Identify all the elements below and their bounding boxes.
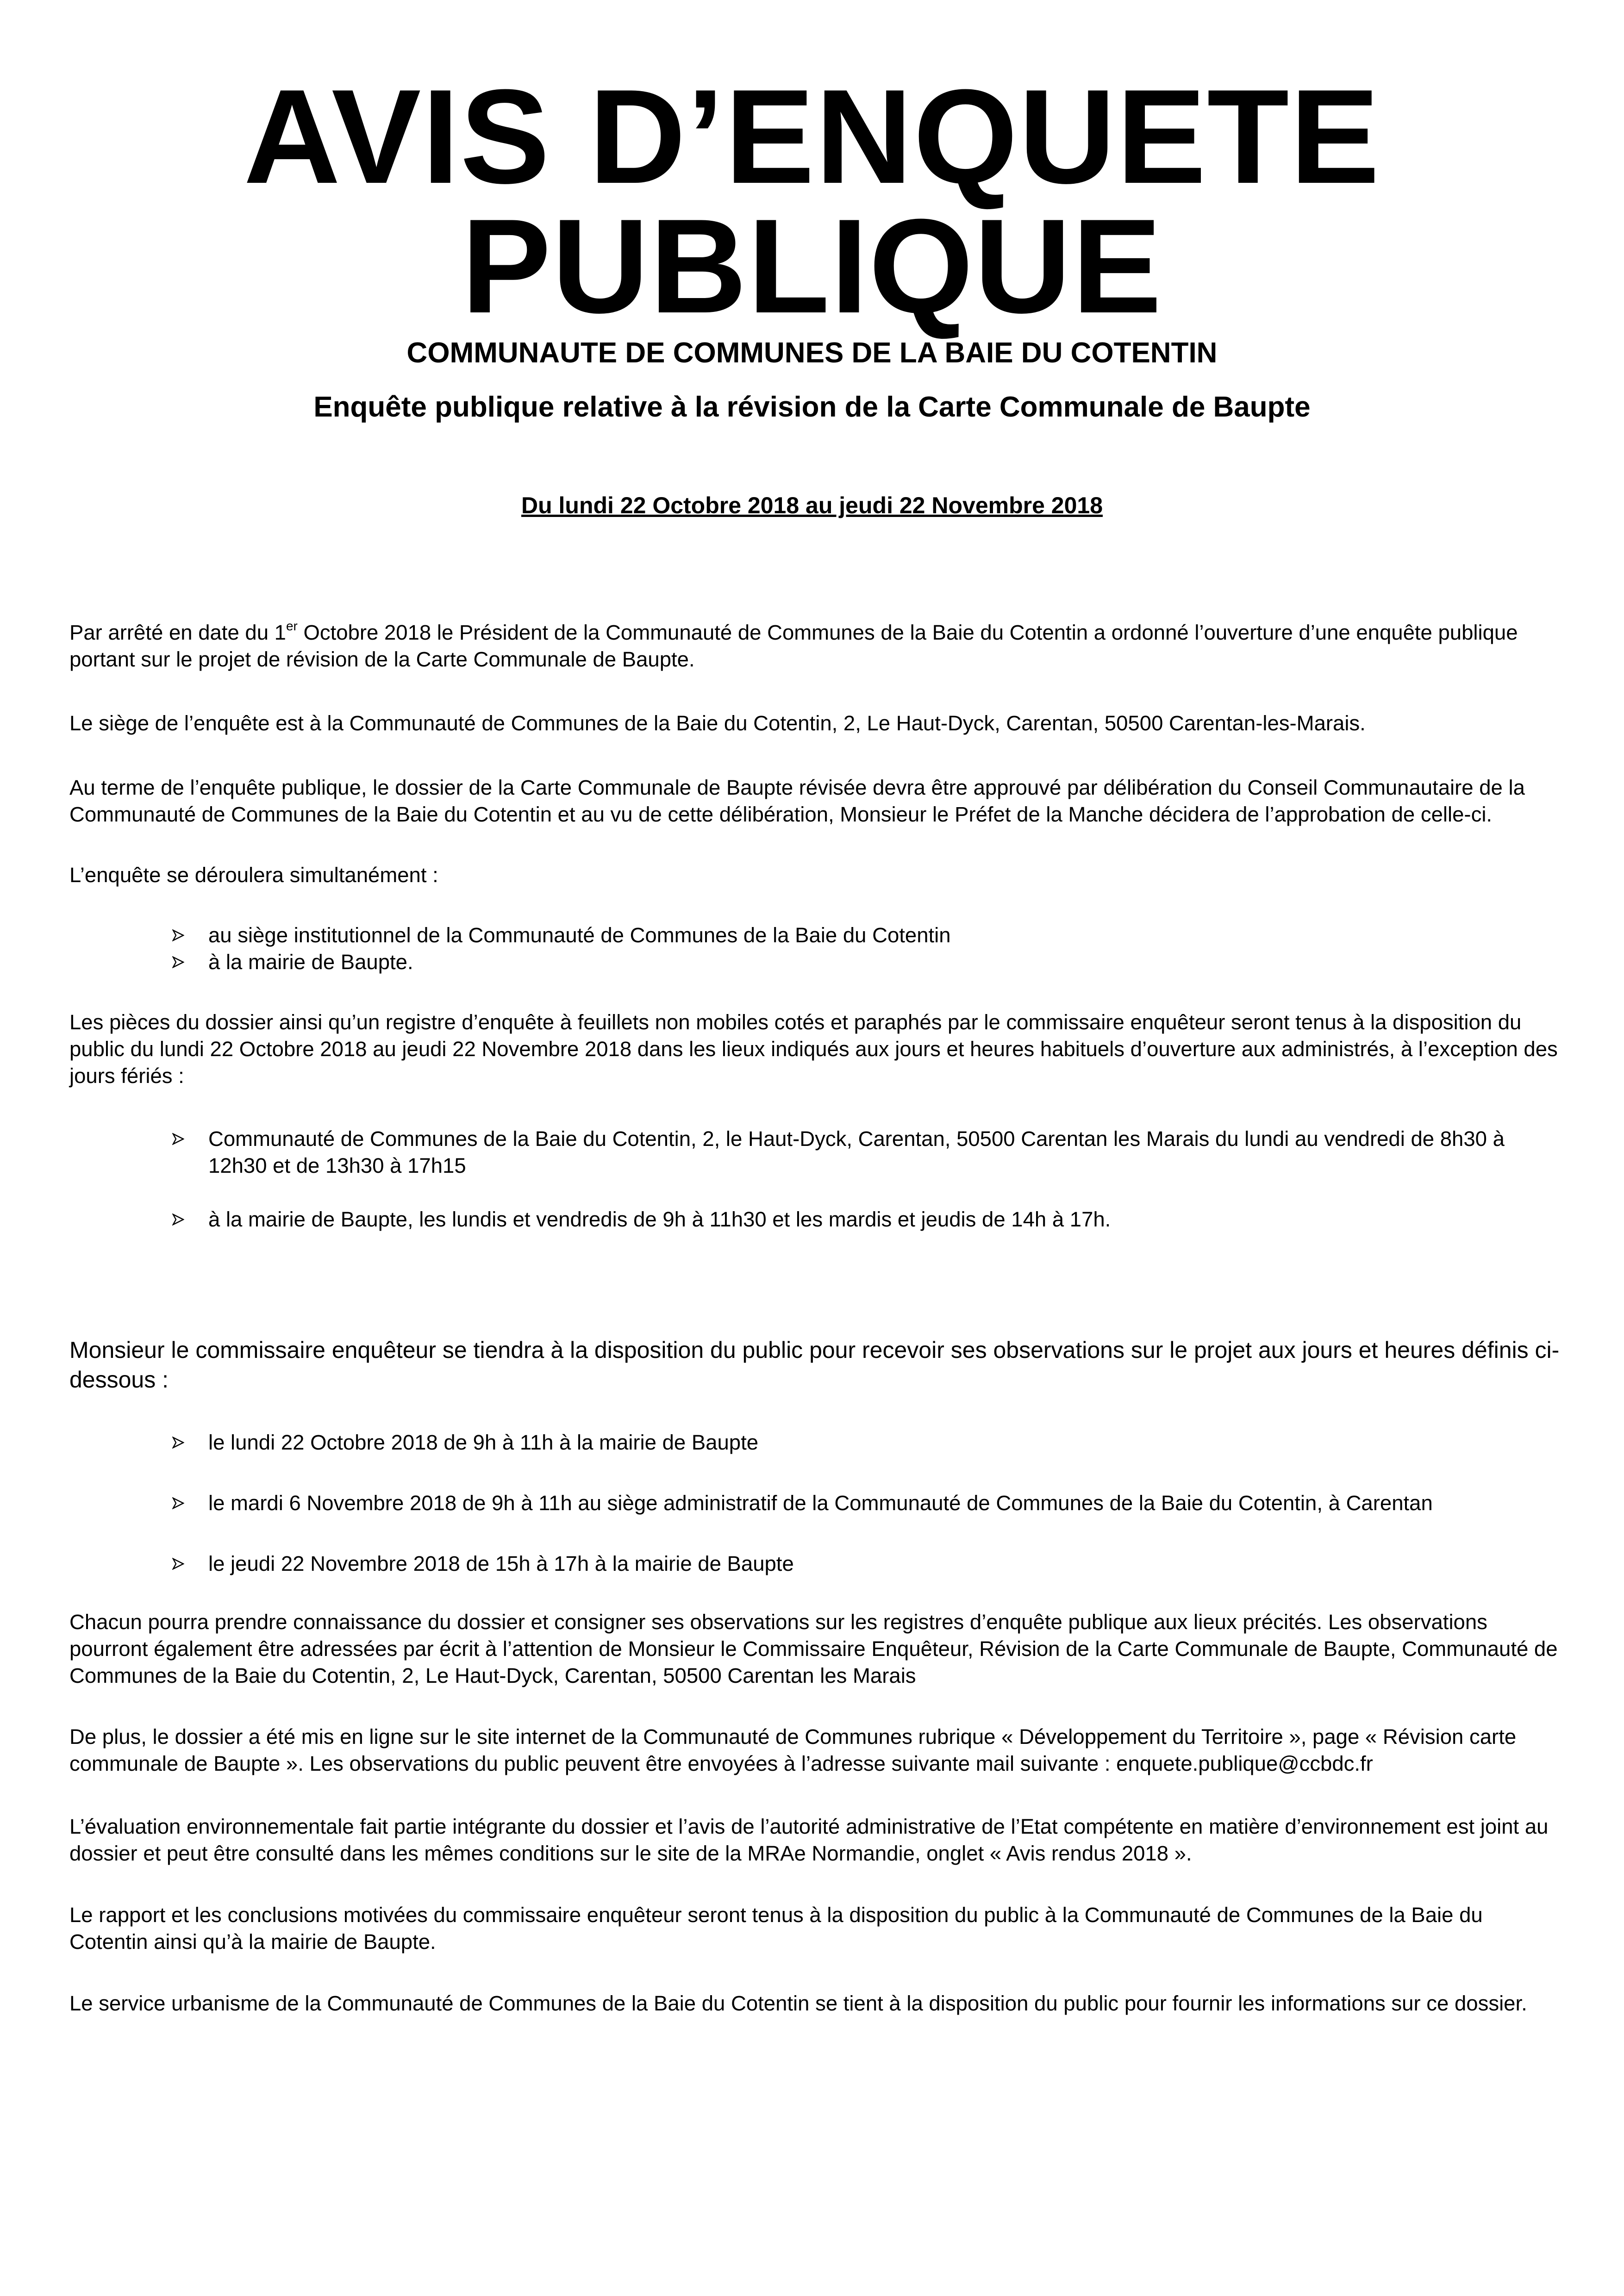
- paragraph-en-ligne: De plus, le dossier a été mis en ligne sur le site internet de la Communauté de Communes rubrique « Développement du Territoire », page « Révision carte communale de Baupte ». Les observations du public peuvent être envoyées à l’adresse suivante mail suivante : enquete.publique@ccbdc.fr: [69, 1725, 1517, 1775]
- list-item-label: le jeudi 22 Novembre 2018 de 15h à 17h à la mairie de Baupte: [208, 1552, 794, 1575]
- arrowhead-bullet-icon: [172, 1490, 191, 1517]
- intro-text-start: Par arrêté en date du 1: [69, 621, 286, 644]
- subject-heading: Enquête publique relative à la révision de la Carte Communale de Baupte: [313, 391, 1311, 423]
- list-item-permanence: [208, 1429, 1565, 1456]
- list-item-horaire: [208, 1126, 1565, 1179]
- paragraph-pieces: Les pièces du dossier ainsi qu’un registre d’enquête à feuillets non mobiles cotés et paraphés par le commissaire enquêteur seront tenus à la disposition du public du lundi 22 Octobre 2018 au jeudi 22 Novembre 2018 dans les lieux indiqués aux jours et heures habituels d’ouverture aux administrés, à l’exception des jours fériés :: [69, 1010, 1558, 1088]
- list-item-horaire: [208, 1206, 1565, 1233]
- notice-title-line2: PUBLIQUE: [461, 191, 1163, 341]
- list-item-lieu: [208, 949, 1565, 976]
- paragraph-chacun: Chacun pourra prendre connaissance du dossier et consigner ses observations sur les registres d’enquête publique aux lieux précités. Les observations pourront également être adressées par écrit à l’attention de Monsieur le Commissaire Enquêteur, Révision de la Carte Communale de Baupte, Communauté de Communes de la Baie du Cotentin, 2, Le Haut-Dyck, Carentan, 50500 Carentan les Marais: [69, 1610, 1558, 1687]
- notice-title-line1: AVIS D’ENQUETE: [244, 62, 1380, 212]
- list-item-label: au siège institutionnel de la Communauté de Communes de la Baie du Cotentin: [208, 923, 951, 947]
- list-item-label: à la mairie de Baupte, les lundis et vendredis de 9h à 11h30 et les mardis et jeudis de 14h à 17h.: [208, 1207, 1111, 1231]
- paragraph-evaluation: L’évaluation environnementale fait partie intégrante du dossier et l’avis de l’autorité administrative de l’Etat compétente en matière d’environnement est joint au dossier et peut être consulté dans les mêmes conditions sur le site de la MRAe Normandie, onglet « Avis rendus 2018 ».: [69, 1815, 1549, 1865]
- list-item-label: Communauté de Communes de la Baie du Cotentin, 2, le Haut-Dyck, Carentan, 50500 Carentan les Marais du lundi au vendredi de 8h30 à 12h30 et de 13h30 à 17h15: [208, 1127, 1505, 1177]
- arrowhead-bullet-icon: [172, 1206, 191, 1233]
- paragraph-commissaire: Monsieur le commissaire enquêteur se tiendra à la disposition du public pour recevoir ses observations sur le projet aux jours et heures définis ci-dessous :: [69, 1337, 1560, 1393]
- intro-text-end: Octobre 2018 le Président de la Communauté de Communes de la Baie du Cotentin a ordonné l’ouverture d’une enquête publique: [297, 621, 1518, 644]
- list-item-permanence: [208, 1490, 1565, 1517]
- list-item-label: à la mairie de Baupte.: [208, 950, 413, 974]
- intro-text-line2: portant sur le projet de révision de la Carte Communale de Baupte.: [69, 647, 695, 671]
- organization-heading: COMMUNAUTE DE COMMUNES DE LA BAIE DU COTENTIN: [406, 337, 1218, 369]
- arrowhead-bullet-icon: [172, 1550, 191, 1577]
- paragraph-terme: Au terme de l’enquête publique, le dossier de la Carte Communale de Baupte révisée devra être approuvé par délibération du Conseil Communautaire de la Communauté de Communes de la Baie du Cotentin et au vu de cette délibération, Monsieur le Préfet de la Manche décidera de l’approbation de celle-ci.: [69, 776, 1525, 826]
- intro-paragraph: [69, 619, 1565, 673]
- paragraph-rapport: Le rapport et les conclusions motivées du commissaire enquêteur seront tenus à la disposition du public à la Communauté de Communes de la Baie du Cotentin ainsi qu’à la mairie de Baupte.: [69, 1903, 1483, 1954]
- list-item-label: le lundi 22 Octobre 2018 de 9h à 11h à la mairie de Baupte: [208, 1431, 759, 1454]
- list-item-lieu: [208, 922, 1565, 949]
- arrowhead-bullet-icon: [172, 922, 191, 949]
- list-item-permanence: [208, 1550, 1565, 1577]
- list-item-label: le mardi 6 Novembre 2018 de 9h à 11h au siège administratif de la Communauté de Communes de la Baie du Cotentin, à Carentan: [208, 1491, 1433, 1515]
- paragraph-siege: Le siège de l’enquête est à la Communauté de Communes de la Baie du Cotentin, 2, Le Haut-Dyck, Carentan, 50500 Carentan-les-Marais.: [69, 711, 1366, 735]
- paragraph-service: Le service urbanisme de la Communauté de Communes de la Baie du Cotentin se tient à la disposition du public pour fournir les informations sur ce dossier.: [69, 1991, 1527, 2015]
- arrowhead-bullet-icon: [172, 1126, 191, 1152]
- intro-superscript: er: [286, 619, 298, 633]
- inquiry-period: Du lundi 22 Octobre 2018 au jeudi 22 Novembre 2018: [521, 492, 1103, 518]
- arrowhead-bullet-icon: [172, 1429, 191, 1456]
- paragraph-simultane: L’enquête se déroulera simultanément :: [69, 863, 438, 887]
- arrowhead-bullet-icon: [172, 949, 191, 976]
